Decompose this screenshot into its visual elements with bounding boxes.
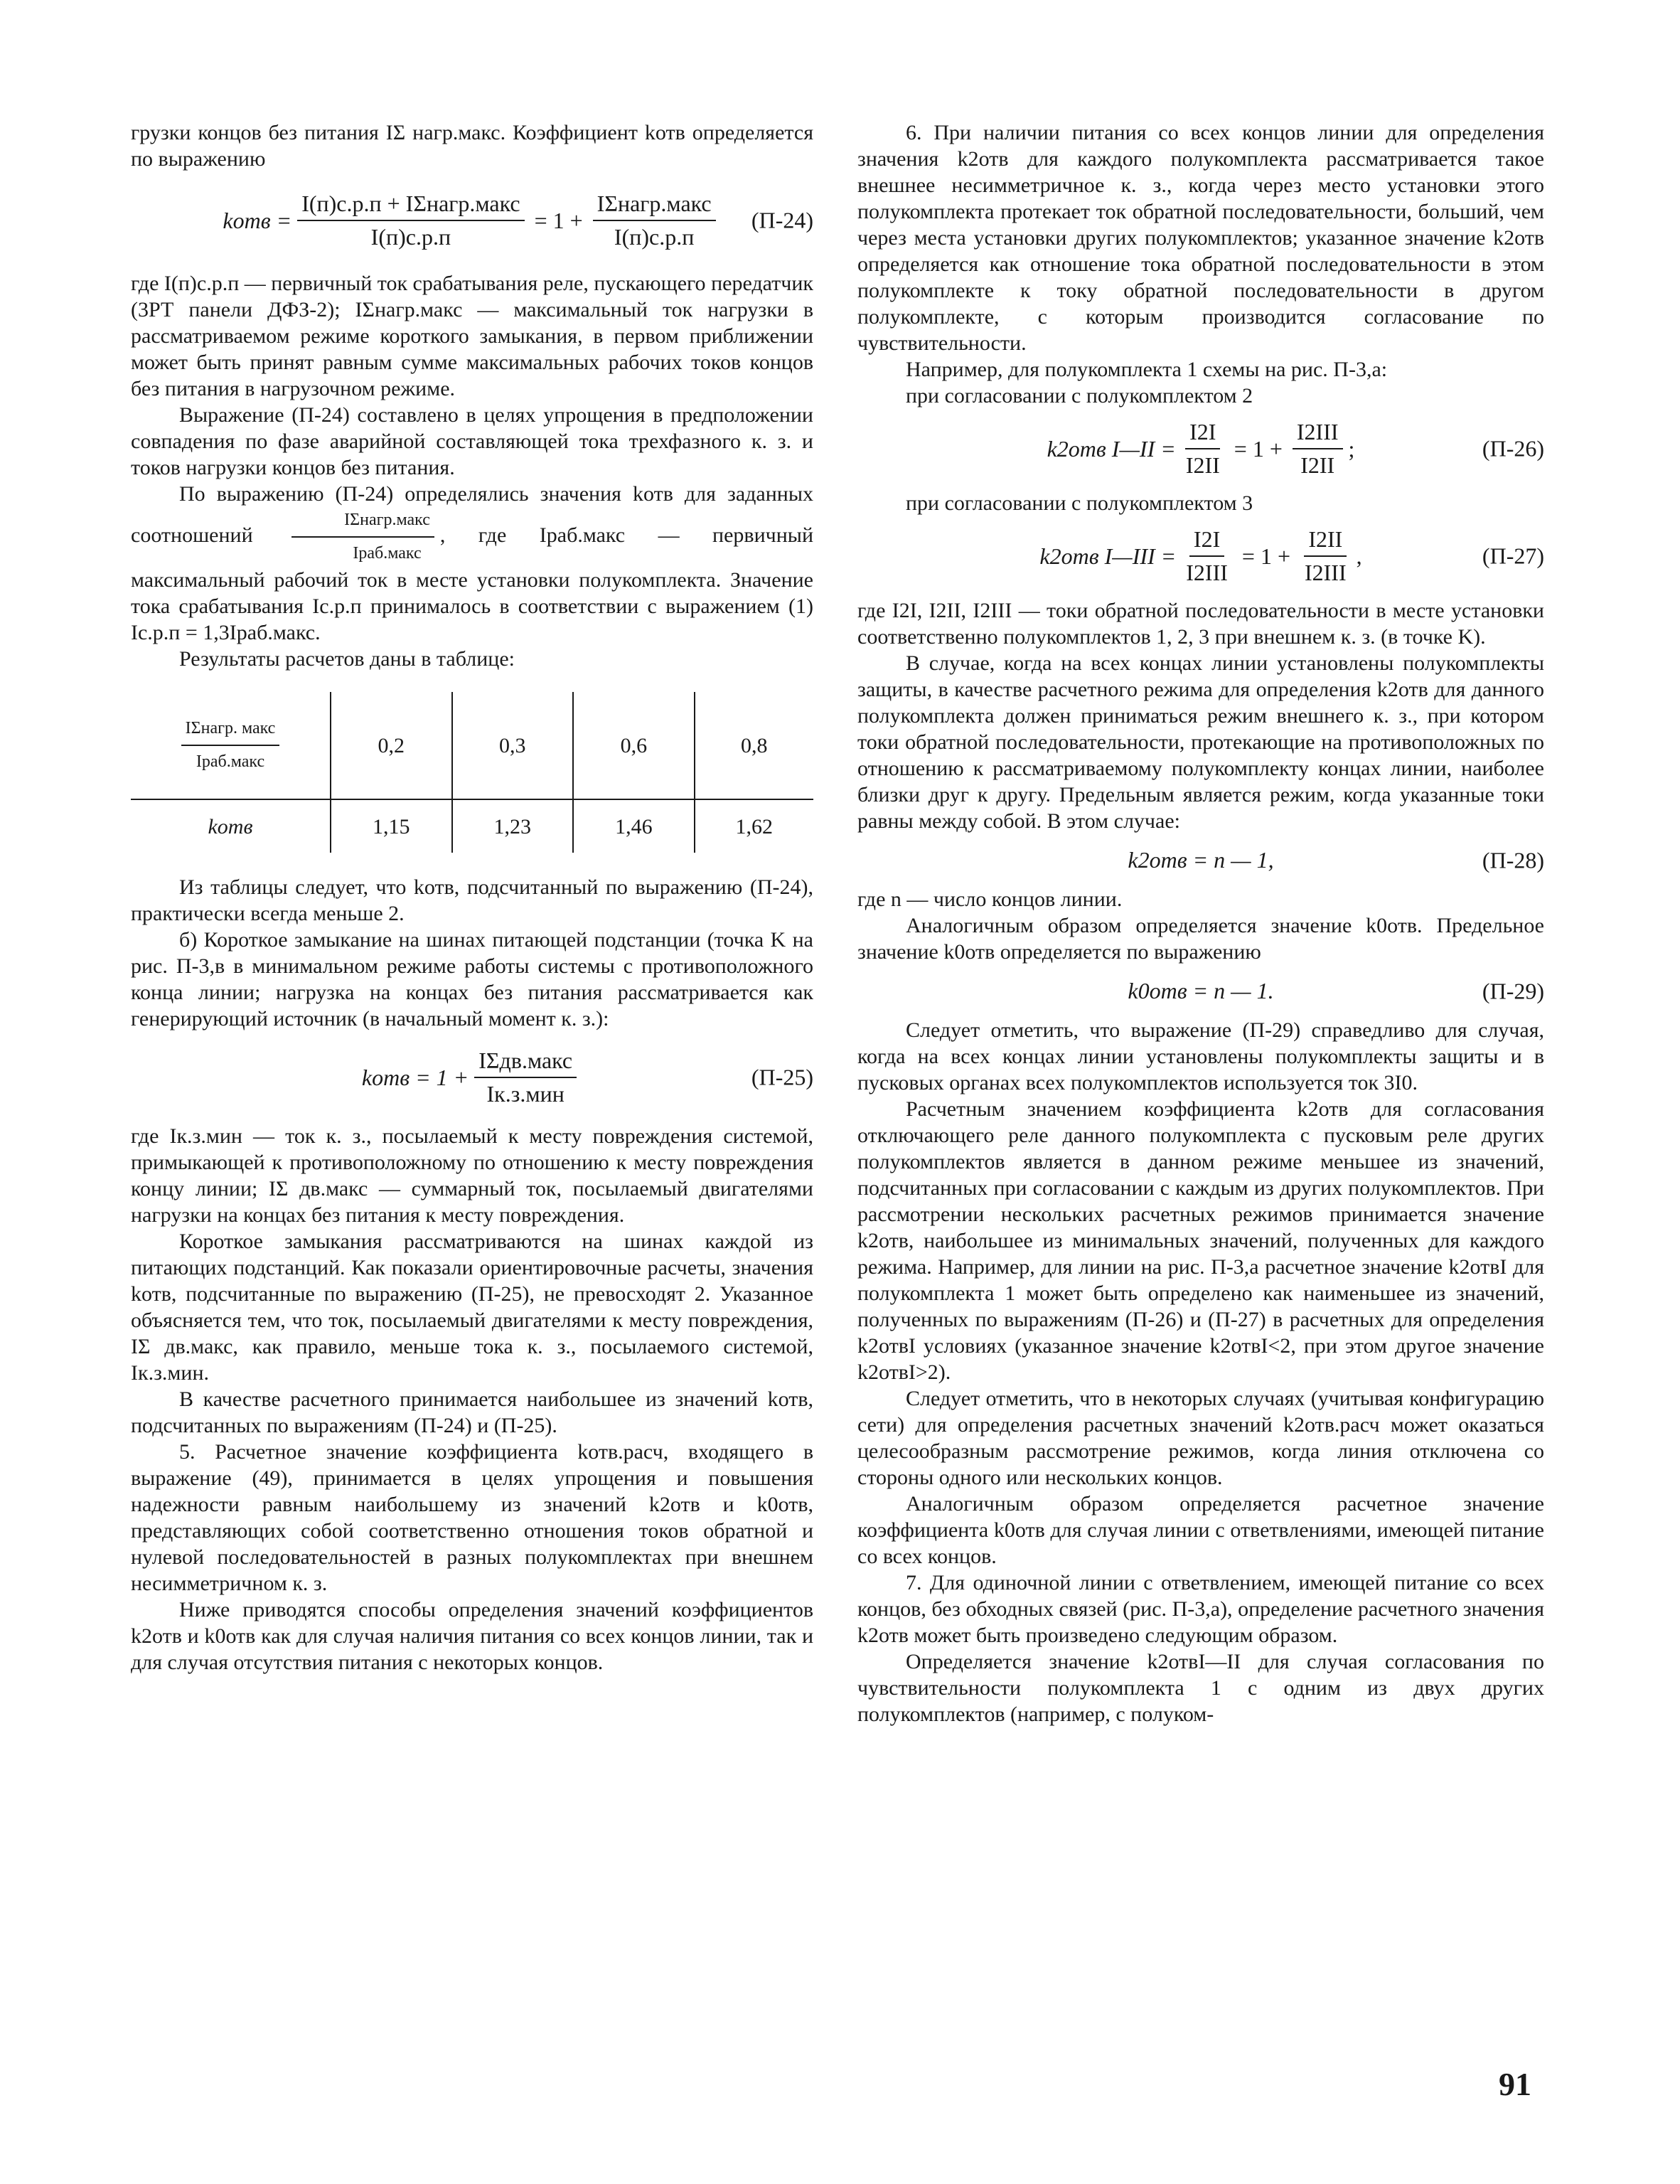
equation-p27 (857, 526, 1544, 586)
fraction-numerator: I2II (1304, 526, 1347, 557)
fraction (474, 1048, 577, 1107)
fraction (1182, 419, 1224, 479)
fraction-denominator: I(п)с.р.п (614, 224, 695, 250)
paragraph: Из таблицы следует, что kотв, подсчитанный по выражению (П-24), практически всегда меньше 2. (131, 875, 813, 925)
table-cell: 1,46 (573, 799, 695, 853)
paragraph: при согласовании с полукомплектом 2 (906, 384, 1253, 407)
table-cell: 1,15 (331, 799, 452, 853)
fraction-denominator: Iк.з.мин (486, 1081, 565, 1107)
paragraph: Аналогичным образом определяется расчетное значение коэффициента k0отв для случая линии с ответвлениями, имеющей питание со всех концов. (857, 1492, 1544, 1568)
paragraph: Например, для полукомплекта 1 схемы на рис. П-3,а: (906, 358, 1388, 381)
equation-label: (П-25) (751, 1064, 813, 1090)
table-row (131, 799, 813, 853)
table-row (131, 692, 813, 799)
paragraph: грузки концов без питания IΣ нагр.макс. Коэффициент kотв определяется по выражению (131, 121, 813, 171)
eq-lhs: kотв = 1 + (361, 1064, 469, 1090)
eq-lhs: k2отв I—III = (1039, 543, 1177, 569)
eq-lhs: k2отв I—II = (1047, 435, 1176, 462)
table-cell: 0,3 (452, 692, 574, 799)
equation-label: (П-24) (751, 207, 813, 233)
inline-fraction (291, 507, 434, 567)
paragraph: Короткое замыкания рассматриваются на шинах каждой из питающих подстанций. Как показали ориентировочные расчеты, значения kотв, подсчитанные по выражению (П-25), не превосходят 2. Указанное объясняется тем, что ток, посылаемый двигателями к месту повреждения, IΣ дв.макс, как правило, меньше тока к. з., посылаемого системой, Iк.з.мин. (131, 1230, 813, 1385)
equation-label: (П-29) (1482, 978, 1544, 1003)
paragraph: 7. Для одиночной линии с ответвлением, имеющей питание со всех концов, без обходных связей (рис. П-3,а), определение расчетного значения k2отв может быть произведено следующим образом. (857, 1571, 1544, 1647)
fraction-denominator: I(п)с.р.п (370, 224, 451, 250)
fraction-numerator: I2III (1293, 419, 1343, 449)
left-column (131, 119, 813, 1676)
fraction-denominator: I2II (1185, 452, 1220, 478)
fraction-numerator: IΣдв.макс (474, 1048, 577, 1078)
table-cell: 1,23 (452, 799, 574, 853)
table-cell: 0,2 (331, 692, 452, 799)
paragraph: В качестве расчетного принимается наибольшее из значений kотв, подсчитанных по выражениям (П-24) и (П-25). (131, 1387, 813, 1437)
table-cell: 0,6 (573, 692, 695, 799)
paragraph: Расчетным значением коэффициента k2отв для согласования отключающего реле данного полукомплекта с пусковым реле других полукомплектов является в данном режиме меньшее из значений, подсчитанных при согласовании с каждым из других полукомплектов. При рассмотрении нескольких расчетных режимов принимается значение k2отв, наибольшее из минимальных значений, полученных для каждого режима. Например, для линии на рис. П-3,а расчетное значение k2отвI для полукомплекта 1 может быть определено как наименьшее из значений, полученных по выражениям (П-26) и (П-27) в расчетных для определения k2отвI условиях (указанное значение k2отвI<2, при этом другое значение k2отвI>2). (857, 1097, 1544, 1384)
fraction-denominator: I2II (1300, 452, 1335, 478)
fraction-denominator: Iраб.макс (353, 544, 422, 563)
fraction-numerator: I2I (1185, 419, 1220, 449)
paragraph: Результаты расчетов даны в таблице: (179, 647, 515, 671)
paragraph: Выражение (П-24) составлено в целях упрощения в предположении совпадения по фазе аварийной составляющей тока трехфазного к. з. и токов нагрузки концов без питания. (131, 403, 813, 479)
table-row-label: kотв (208, 814, 253, 838)
equation-p26 (857, 419, 1544, 479)
fraction-numerator: I2I (1189, 526, 1224, 557)
equation-p25 (131, 1048, 813, 1107)
paragraph: 6. При наличии питания со всех концов линии для определения значения k2отв для каждого полукомплекта рассматривается такое внешнее несимметричное к. з., когда через место установки этого полукомплекта протекает ток обратной последовательности, больший, чем через места установки других полукомплектов; указанное значение k2отв определяется как отношение тока обратной последовательности в этом полукомплекте к току обратной последовательности в другом полукомплекте, с которым производится согласование по чувствительности. (857, 121, 1544, 355)
equation-p24 (131, 191, 813, 250)
fraction-numerator: IΣнагр. макс (181, 715, 280, 746)
paragraph: где n — число концов линии. (857, 888, 1123, 911)
table-cell: 1,62 (695, 799, 813, 853)
eq-lhs: kотв = (223, 207, 292, 233)
fraction-denominator: Iраб.макс (196, 752, 265, 771)
paragraph: где Iк.з.мин — ток к. з., посылаемый к месту повреждения системой, примыкающей к противоположному по отношению к месту повреждения концу линии; IΣ дв.макс — суммарный ток, посылаемый двигателями нагрузки на концах без питания к месту повреждения. (131, 1124, 813, 1227)
fraction-numerator: I(п)с.р.п + IΣнагр.макс (297, 191, 524, 221)
equation-label: (П-26) (1482, 435, 1544, 462)
table-header-cell (131, 692, 331, 799)
paragraph (131, 481, 813, 646)
equation-p28 (857, 847, 1544, 873)
eq-tail: , (1356, 543, 1362, 569)
results-table (131, 692, 813, 853)
paragraph: б) Короткое замыкание на шинах питающей подстанции (точка K на рис. П-3,в в минимальном режиме работы системы с противоположного конца линии; нагрузка на концах без питания рассматривается как генерирующий источник (в начальный момент к. з.): (131, 928, 813, 1030)
eq-tail: ; (1348, 435, 1355, 462)
fraction-denominator: I2III (1304, 560, 1347, 585)
paragraph: 5. Расчетное значение коэффициента kотв.расч, входящего в выражение (49), принимается в целях упрощения и повышения надежности равным наибольшему из значений k2отв и k0отв, представляющих собой соответственно отношения токов обратной и нулевой последовательностей в разных полукомплектах при внешнем несимметричном к. з. (131, 1440, 813, 1595)
paragraph-text: , где Iраб.макс — первичный максимальный рабочий ток в месте установки полукомплекта. Значение тока срабатывания Iс.р.п принималось в соответствии с выражением (1) Iс.р.п = 1,3Iраб.макс. (131, 523, 814, 644)
paragraph: Следует отметить, что выражение (П-29) справедливо для случая, когда на всех концах линии установлены полукомплекты защиты и в пусковых органах всех полукомплектов используется ток 3I0. (857, 1018, 1544, 1094)
eq-expr: k2отв = n — 1, (1128, 847, 1274, 873)
eq-operator: = 1 + (534, 207, 583, 233)
fraction (1182, 526, 1232, 586)
fraction-denominator: I2III (1186, 560, 1228, 585)
fraction-numerator: IΣнагр.макс (291, 507, 434, 538)
paragraph: Ниже приводятся способы определения значений коэффициентов k2отв и k0отв как для случая наличия питания со всех концов линии, так и для случая отсутствия питания с некоторых концов. (131, 1598, 813, 1674)
equation-label: (П-27) (1482, 543, 1544, 569)
paragraph: где I(п)с.р.п — первичный ток срабатывания реле, пускающего передатчик (3РТ панели ДФЗ-2); IΣнагр.макс — максимальный ток нагрузки в рассматриваемом режиме короткого замыкания, в первом приближении может быть принят равным сумме максимальных рабочих токов концов без питания в нагрузочном режиме. (131, 272, 813, 400)
header-fraction (181, 715, 280, 775)
fraction-numerator: IΣнагр.макс (593, 191, 716, 221)
paragraph: при согласовании с полукомплектом 3 (906, 491, 1253, 515)
paragraph: В случае, когда на всех концах линии установлены полукомплекты защиты, в качестве расчетного режима для определения k2отв для данного полукомплекта должен приниматься режим внешнего к. з., при котором токи обратной последовательности, протекающие на противоположных по отношению к рассматриваемому полукомплекту концах линии, наиболее близки друг к другу. Предельным является режим, когда указанные токи равны между собой. В этом случае: (857, 651, 1544, 833)
paragraph-text: По выражению (П-24) определялись значения kотв для заданных соотношений (131, 482, 813, 547)
fraction (1293, 419, 1343, 479)
table-cell: 0,8 (695, 692, 813, 799)
fraction (297, 191, 524, 250)
eq-expr: k0отв = n — 1. (1128, 978, 1274, 1003)
equation-p29 (857, 978, 1544, 1004)
eq-operator: = 1 + (1241, 543, 1290, 569)
page-number: 91 (1499, 2066, 1531, 2102)
paragraph: где I2I, I2II, I2III — токи обратной последовательности в месте установки соответственно полукомплектов 1, 2, 3 при внешнем к. з. (в точке K). (857, 599, 1544, 649)
paragraph: Следует отметить, что в некоторых случаях (учитывая конфигурацию сети) для определения расчетных значений k2отв.расч может оказаться целесообразным рассмотрение режимов, когда линия отключена со стороны одного или нескольких концов. (857, 1387, 1544, 1489)
equation-label: (П-28) (1482, 847, 1544, 873)
fraction (1300, 526, 1351, 586)
fraction (593, 191, 716, 250)
paragraph: Аналогичным образом определяется значение k0отв. Предельное значение k0отв определяется по выражению (857, 914, 1544, 964)
eq-operator: = 1 + (1234, 435, 1283, 462)
paragraph: Определяется значение k2отвI—II для случая согласования по чувствительности полукомплекта 1 с одним из двух других полукомплектов (например, с полуком- (857, 1650, 1544, 1726)
right-column (857, 119, 1544, 1727)
